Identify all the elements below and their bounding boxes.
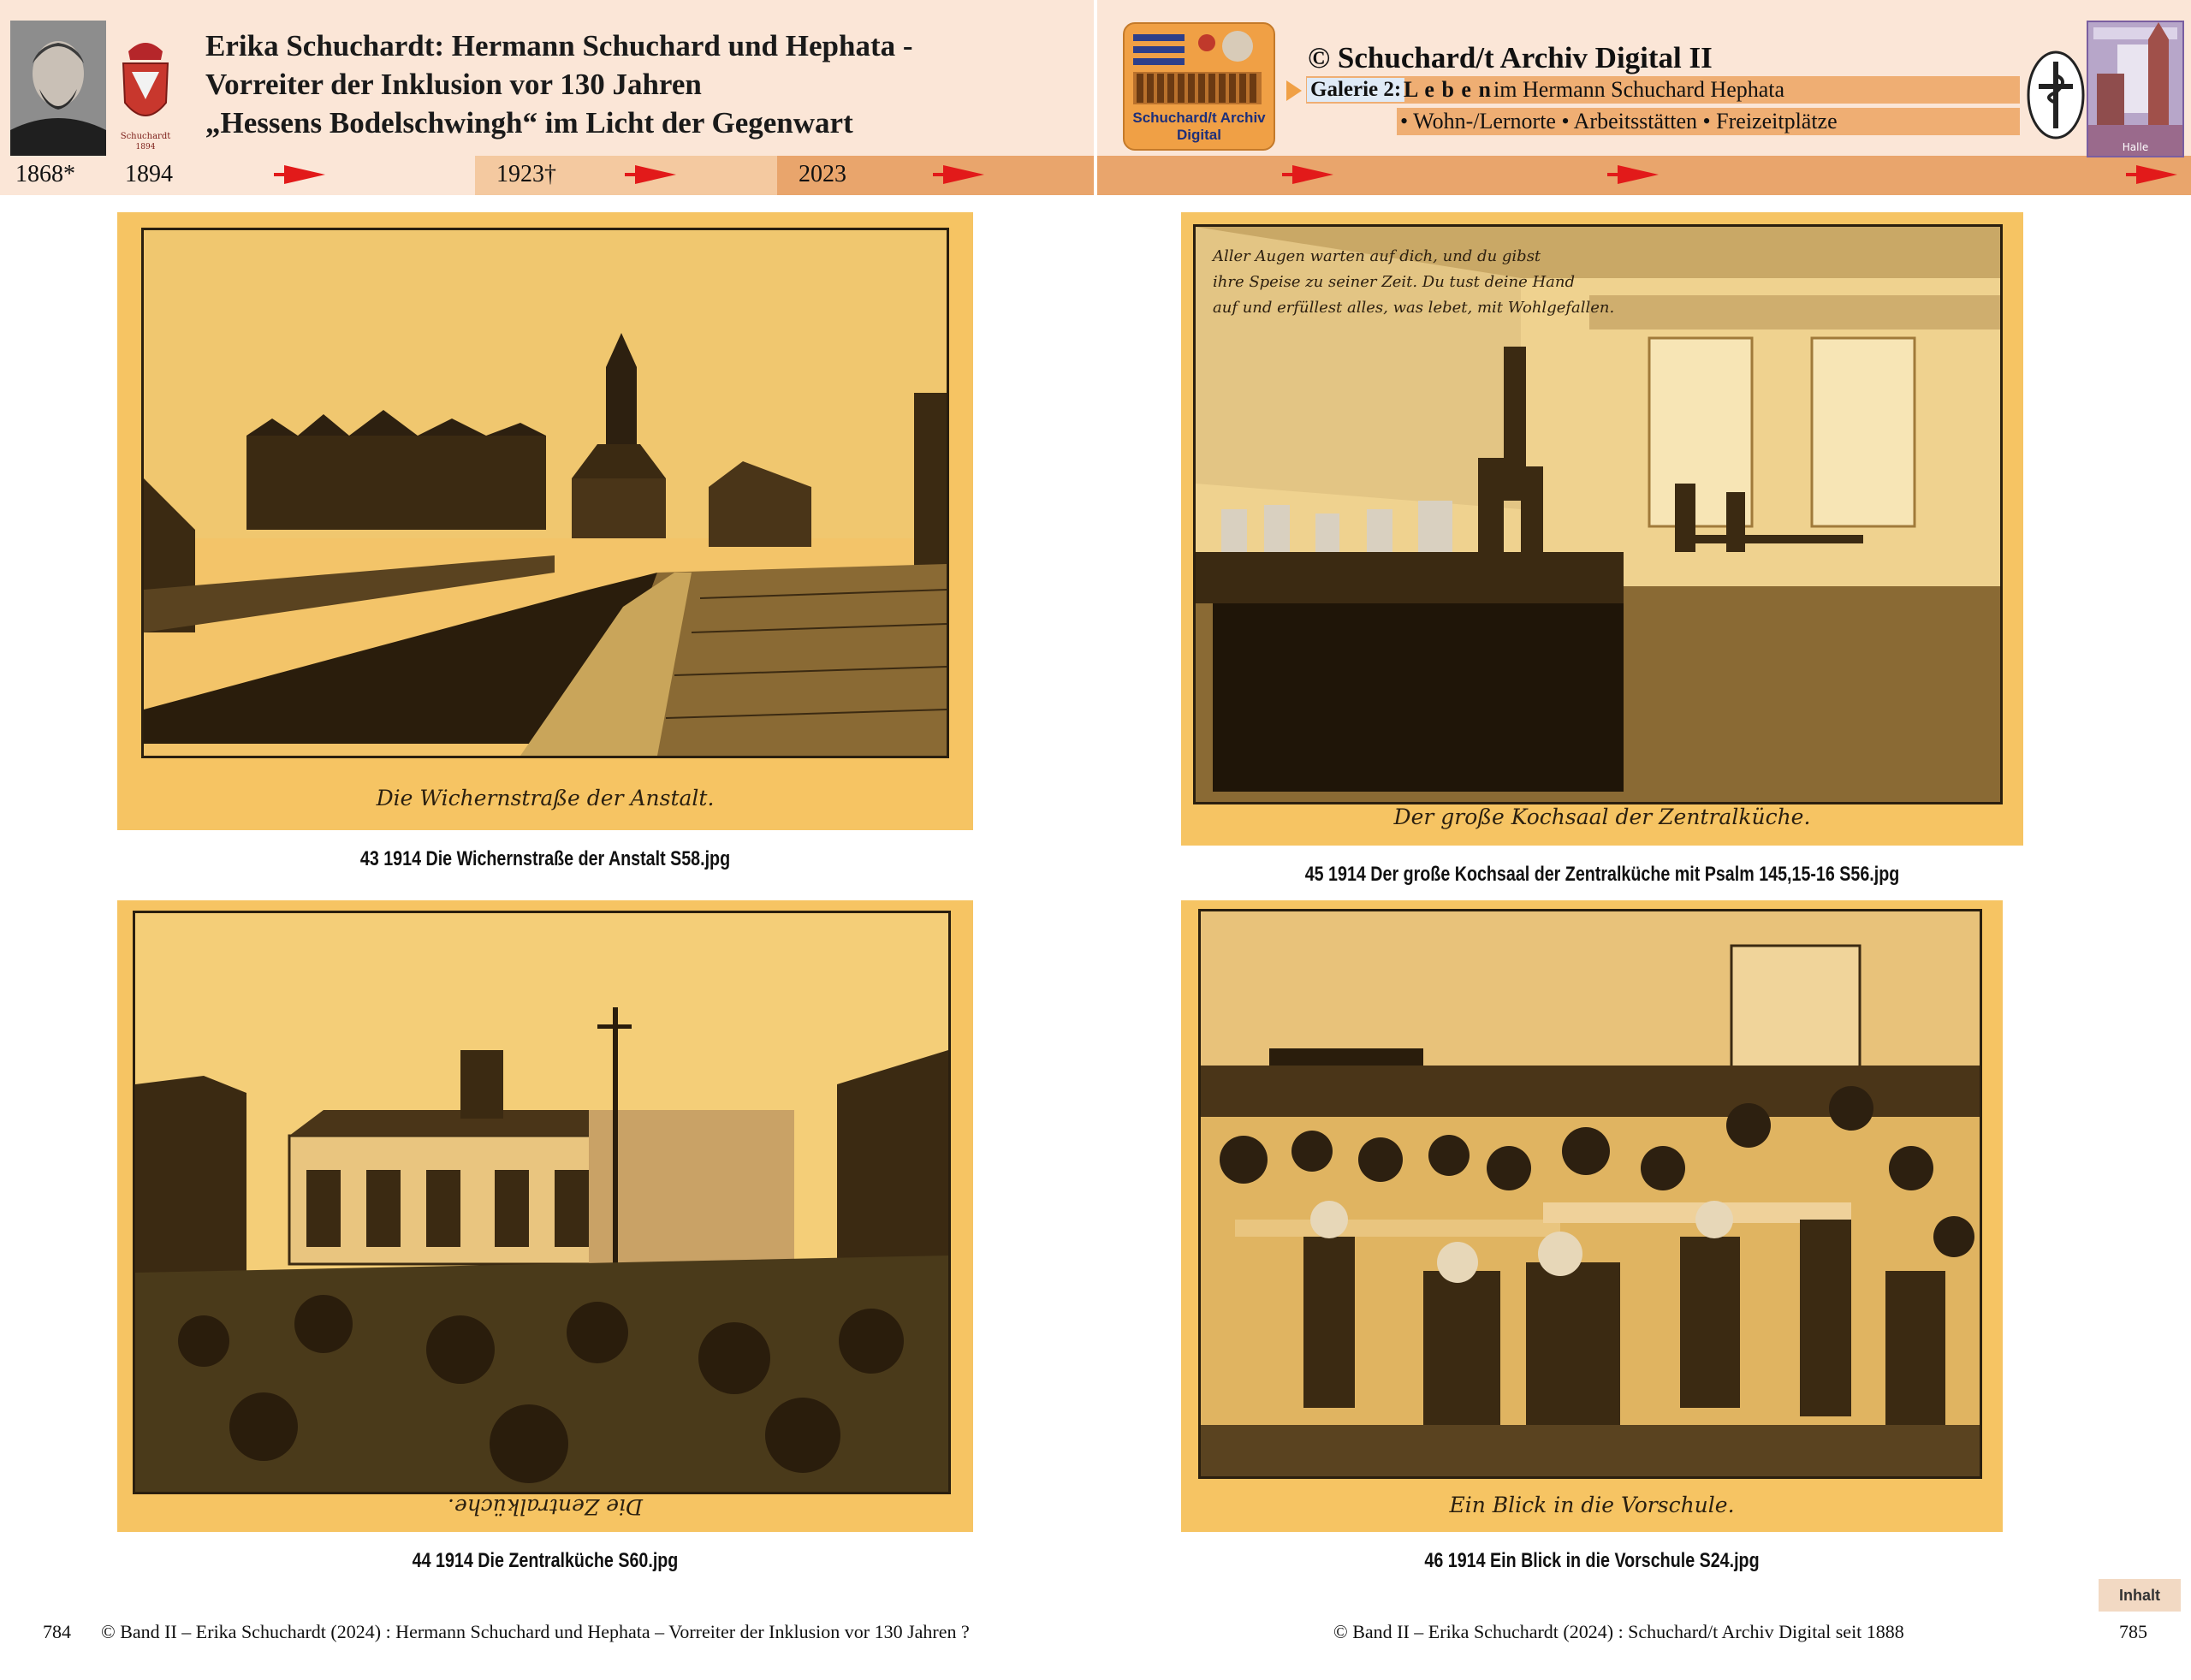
gallery-word-leben: L e b e n [1404, 77, 1492, 102]
header-title-line-1: Erika Schuchardt: Hermann Schuchard und Hephata - [205, 29, 913, 62]
page-number-right: 785 [2119, 1621, 2147, 1642]
svg-text:Aller Augen warten auf dich, u: Aller Augen warten auf dich, und du gibst [1213, 247, 1541, 265]
svg-text:Halle: Halle [2122, 141, 2149, 153]
page-number-left: 784 [43, 1621, 71, 1642]
header-title-line-3: „Hessens Bodelschwingh“ im Licht der Gegenwart [205, 106, 853, 140]
photo-caption: 44 1914 Die Zentralküche S60.jpg [412, 1549, 679, 1572]
arrow-right-icon [943, 165, 984, 184]
photo-vorschule [1181, 900, 2003, 1532]
timeline-year-1868: 1868* [15, 161, 75, 187]
photo-wichernstrasse [117, 212, 973, 830]
archive-logo[interactable] [1123, 22, 1275, 151]
timeline-year-2023: 2023 [799, 161, 846, 187]
gallery-categories: • Wohn-/Lernorte • Arbeitsstätten • Freizeitplätze [1400, 109, 1838, 134]
portrait-image [10, 21, 106, 156]
timeline-year-1894: 1894 [125, 161, 173, 187]
hephata-emblem-icon [2027, 50, 2085, 140]
photo-inner-caption: Die Zentralküche. [447, 1494, 644, 1519]
gallery-label: Galerie 2: [1307, 78, 1404, 102]
photo-inner-caption: Die Wichernstraße der Anstalt. [376, 786, 715, 810]
page-divider [1094, 0, 1097, 195]
svg-text:ihre Speise zu seiner Zeit. Du: ihre Speise zu seiner Zeit. Du tust deine Hand [1213, 273, 1576, 291]
arrow-right-icon [284, 165, 325, 184]
photo-caption: 46 1914 Ein Blick in die Vorschule S24.jpg [1424, 1549, 1760, 1572]
coat-of-arms-icon [111, 34, 180, 154]
arrow-right-icon [635, 165, 676, 184]
gallery-pointer-icon [1286, 80, 1302, 101]
svg-text:auf und erfüllest alles, was l: auf und erfüllest alles, was lebet, mit Wohlgefallen. [1213, 299, 1615, 317]
photo-inner-caption: Ein Blick in die Vorschule. [1449, 1493, 1735, 1517]
svg-text:1894: 1894 [135, 143, 156, 151]
archive-logo-text: Schuchard/t Archiv Digital [1132, 110, 1266, 143]
arrow-right-icon [1618, 165, 1659, 184]
church-book-cover-image[interactable] [2087, 21, 2184, 157]
footer-left-text: © Band II – Erika Schuchardt (2024) : Hermann Schuchard und Hephata – Vorreiter der Inklusion vor 130 Jahren ? [101, 1621, 970, 1642]
svg-text:Schuchardt: Schuchardt [120, 132, 171, 141]
inhalt-button[interactable]: Inhalt [2099, 1579, 2181, 1612]
footer-right-text: © Band II – Erika Schuchardt (2024) : Schuchard/t Archiv Digital seit 1888 [1333, 1621, 1904, 1642]
header-title-line-2: Vorreiter der Inklusion vor 130 Jahren [205, 68, 702, 101]
gallery-subtitle: im Hermann Schuchard Hephata [1493, 77, 1785, 102]
photo-caption: 43 1914 Die Wichernstraße der Anstalt S58.jpg [359, 847, 731, 870]
arrow-right-icon [1292, 165, 1333, 184]
photo-inner-caption: Der große Kochsaal der Zentralküche. [1393, 804, 1811, 829]
photo-kochsaal [1181, 212, 2023, 846]
photo-zentralkueche [117, 900, 973, 1532]
timeline-year-1923: 1923† [496, 161, 556, 187]
photo-caption: 45 1914 Der große Kochsaal der Zentralküche mit Psalm 145,15-16 S56.jpg [1304, 863, 1900, 886]
archive-title: © Schuchard/t Archiv Digital II [1308, 41, 1713, 74]
arrow-right-icon [2136, 165, 2177, 184]
